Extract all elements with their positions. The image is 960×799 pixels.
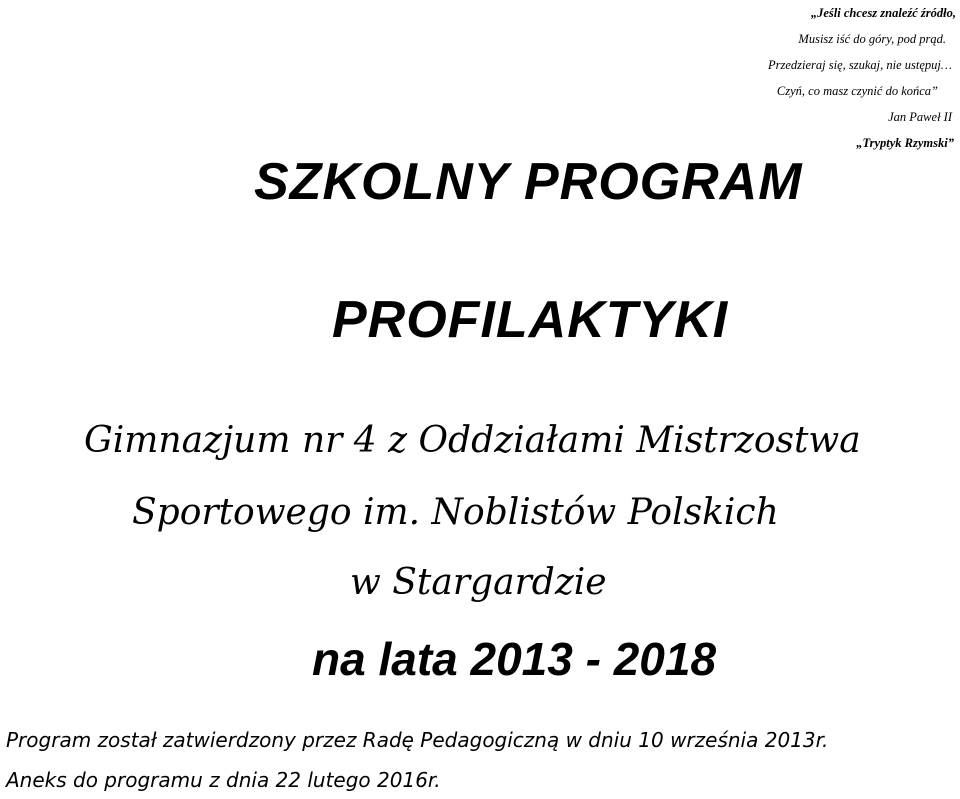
document-title-line-2: PROFILAKTYKI [332,291,729,349]
epigraph-line-3: Przedzieraj się, szukaj, nie ustępuj… [767,58,952,72]
document-title-line-1: SZKOLNY PROGRAM [254,153,803,211]
epigraph-line-1: „Jeśli chcesz znaleźć źródło, [810,6,956,20]
epigraph-line-2: Musisz iść do góry, pod prąd. [798,32,946,46]
annex-note: Aneks do programu z dnia 22 lutego 2016r. [6,768,441,792]
epigraph-line-4: Czyń, co masz czynić do końca” [776,84,938,98]
school-name-line-1: Gimnazjum nr 4 z Oddziałami Mistrzostwa [84,420,861,461]
epigraph-quote [768,0,956,156]
school-location: w Stargardzie [350,562,607,603]
program-years: na lata 2013 - 2018 [312,633,717,685]
approval-note: Program został zatwierdzony przez Radę Pedagogiczną w dniu 10 września 2013r. [6,728,829,752]
school-name-line-2: Sportowego im. Noblistów Polskich [132,492,779,533]
epigraph-author: Jan Paweł II [888,110,952,124]
epigraph-source: „Tryptyk Rzymski” [856,136,954,150]
